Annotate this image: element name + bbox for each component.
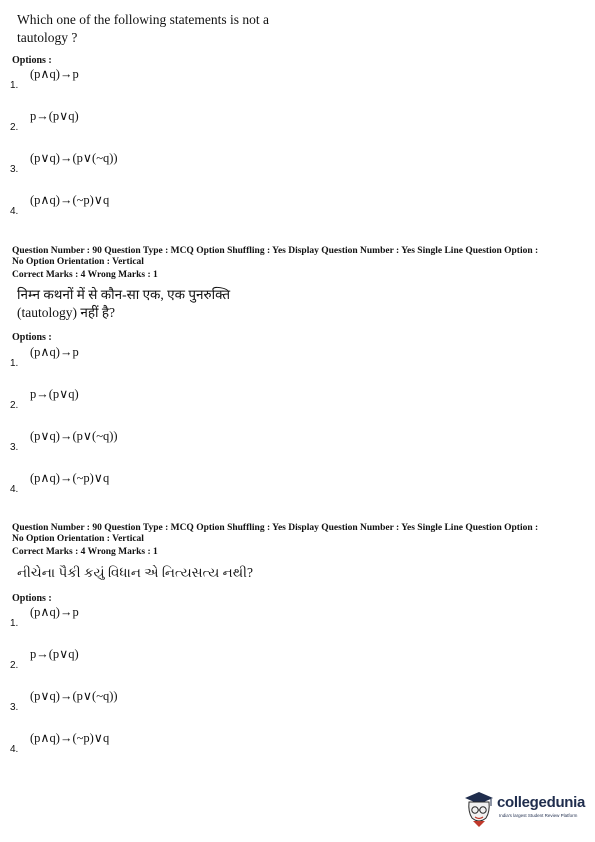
option-1 — [10, 66, 310, 100]
option-expression: (p∨q)→(p∨(~q)) — [30, 689, 118, 703]
marks-info: Correct Marks : 4 Wrong Marks : 1 — [12, 547, 158, 557]
option-expression: (p∧q)→(~p)∨q — [30, 193, 110, 207]
option-1 — [10, 344, 310, 378]
option-expression: (p∧q)→p — [30, 67, 79, 81]
option-number: 4. — [10, 744, 19, 755]
collegedunia-logo — [463, 788, 588, 833]
option-number: 4. — [10, 206, 19, 217]
question-3-text: નીચેના પૈકી કયું વિધાન એ નિત્યસત્ય નથી? — [17, 565, 253, 580]
option-4 — [10, 192, 310, 226]
question-text-line: (tautology) नहीं है? — [17, 305, 116, 320]
option-expression: (p∧q)→(~p)∨q — [30, 471, 110, 485]
meta-line: No Option Orientation : Vertical — [12, 256, 144, 267]
option-expression: (p∨q)→(p∨(~q)) — [30, 429, 118, 443]
meta-line: Question Number : 90 Question Type : MCQ Option Shuffling : Yes Display Question Number : Yes Single Line Question Option : — [12, 523, 539, 533]
option-number: 1. — [10, 358, 19, 369]
options-label: Options : — [12, 55, 52, 66]
question-meta — [12, 246, 587, 267]
mascot-icon — [463, 790, 495, 828]
option-3 — [10, 428, 310, 462]
option-number: 1. — [10, 80, 19, 91]
meta-line: No Option Orientation : Vertical — [12, 533, 144, 544]
option-expression: (p∧q)→p — [30, 345, 79, 359]
brand-name: collegedunia — [497, 794, 586, 811]
option-expression: p→(p∨q) — [30, 387, 79, 401]
brand-tagline: India's largest Student Review Platform — [499, 813, 578, 818]
option-expression: p→(p∨q) — [30, 647, 79, 661]
options-label: Options : — [12, 593, 52, 604]
option-number: 3. — [10, 164, 19, 175]
option-4 — [10, 730, 310, 764]
options-label: Options : — [12, 332, 52, 343]
question-text-line: निम्न कथनों में से कौन-सा एक, एक पुनरुक्ति — [17, 287, 231, 302]
option-2 — [10, 386, 310, 420]
option-number: 3. — [10, 442, 19, 453]
option-number: 2. — [10, 122, 19, 133]
option-number: 2. — [10, 660, 19, 671]
option-2 — [10, 646, 310, 680]
marks-info: Correct Marks : 4 Wrong Marks : 1 — [12, 270, 158, 280]
option-2 — [10, 108, 310, 142]
option-number: 3. — [10, 702, 19, 713]
question-2-text — [17, 286, 317, 322]
option-3 — [10, 150, 310, 184]
question-meta — [12, 523, 587, 544]
question-1-text: Which one of the following statements is not a tautology ? — [17, 12, 269, 45]
option-expression: (p∧q)→(~p)∨q — [30, 731, 110, 745]
option-number: 1. — [10, 618, 19, 629]
option-expression: p→(p∨q) — [30, 109, 79, 123]
option-1 — [10, 604, 310, 638]
option-3 — [10, 688, 310, 722]
meta-line: Question Number : 90 Question Type : MCQ Option Shuffling : Yes Display Question Number : Yes Single Line Question Option : — [12, 246, 539, 256]
option-number: 2. — [10, 400, 19, 411]
option-expression: (p∨q)→(p∨(~q)) — [30, 151, 118, 165]
option-expression: (p∧q)→p — [30, 605, 79, 619]
option-number: 4. — [10, 484, 19, 495]
option-4 — [10, 470, 310, 504]
